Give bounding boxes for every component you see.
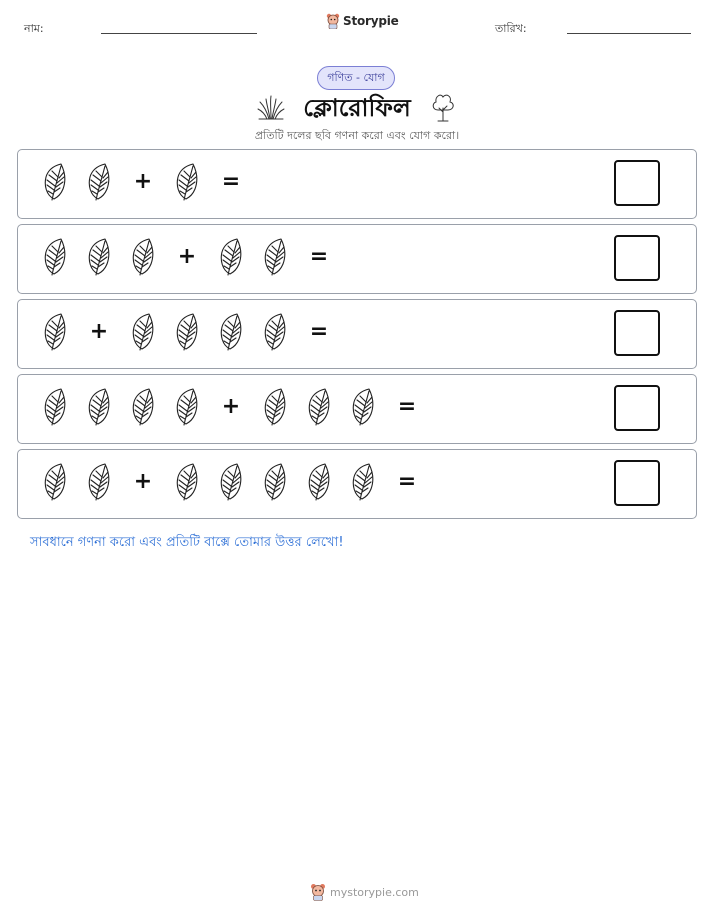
leaf-icon — [350, 388, 376, 426]
leaf-icon — [174, 463, 200, 501]
leaf-icon — [130, 313, 156, 351]
leaf-icon — [262, 313, 288, 351]
plus-sign: + — [89, 319, 109, 344]
instructions-subtitle: প্রতিটি দলের ছবি গণনা করো এবং যোগ করো। — [254, 129, 460, 142]
leaf-icon — [350, 463, 376, 501]
leaf-icon — [130, 238, 156, 276]
footer-url[interactable]: mystorypie.com — [330, 885, 419, 899]
equals-sign: = — [397, 469, 417, 494]
leaf-icon — [86, 238, 112, 276]
answer-box[interactable] — [614, 385, 660, 431]
name-label: নাম: — [24, 22, 44, 35]
leaf-icon — [42, 463, 68, 501]
problem-row — [17, 299, 697, 369]
plus-sign: + — [221, 394, 241, 419]
leaf-icon — [130, 388, 156, 426]
storypie-mascot-icon — [326, 13, 340, 29]
answer-box[interactable] — [614, 460, 660, 506]
name-field[interactable] — [101, 33, 257, 34]
leaf-icon — [262, 388, 288, 426]
equals-sign: = — [309, 319, 329, 344]
leaf-icon — [218, 313, 244, 351]
plus-sign: + — [133, 169, 153, 194]
leaf-icon — [42, 388, 68, 426]
leaf-icon — [174, 313, 200, 351]
answer-box[interactable] — [614, 160, 660, 206]
leaf-icon — [42, 163, 68, 201]
leaf-icon — [86, 388, 112, 426]
equals-sign: = — [309, 244, 329, 269]
leaf-icon — [86, 463, 112, 501]
leaf-icon — [218, 238, 244, 276]
tree-icon — [430, 92, 456, 122]
date-field[interactable] — [567, 33, 691, 34]
leaf-icon — [262, 463, 288, 501]
problem-row — [17, 149, 697, 219]
plus-sign: + — [133, 469, 153, 494]
leaf-icon — [306, 463, 332, 501]
answer-instruction: সাবধানে গণনা করো এবং প্রতিটি বাক্সে তোমার উত্তর লেখো! — [30, 535, 344, 550]
leaf-icon — [218, 463, 244, 501]
leaf-icon — [174, 163, 200, 201]
leaf-icon — [86, 163, 112, 201]
problem-row — [17, 224, 697, 294]
equals-sign: = — [397, 394, 417, 419]
problem-row — [17, 449, 697, 519]
answer-box[interactable] — [614, 310, 660, 356]
topic-badge: গণিত - যোগ — [317, 66, 395, 90]
leaf-icon — [262, 238, 288, 276]
leaf-icon — [42, 238, 68, 276]
answer-box[interactable] — [614, 235, 660, 281]
equals-sign: = — [221, 169, 241, 194]
brand-logo — [326, 13, 399, 29]
plus-sign: + — [177, 244, 197, 269]
leaf-icon — [42, 313, 68, 351]
footer — [310, 883, 419, 901]
leaf-icon — [306, 388, 332, 426]
leaf-icon — [174, 388, 200, 426]
problem-row — [17, 374, 697, 444]
storypie-mascot-icon — [310, 883, 326, 901]
date-label: তারিখ: — [495, 22, 527, 35]
brand-name: Storypie — [343, 14, 399, 28]
page-title: ক্লোরোফিল — [303, 94, 411, 122]
